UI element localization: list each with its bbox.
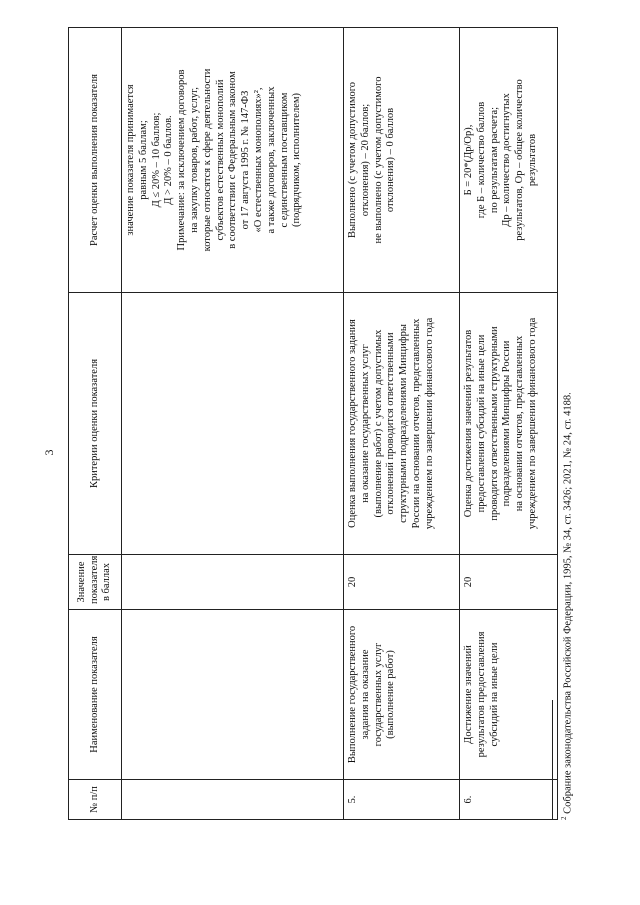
- row-name: Достижение значений результатов предоставления субсидий на иные цели: [460, 610, 558, 780]
- table-header-row: [69, 28, 122, 820]
- footnote-text: Собрание законодательства Российской Федерации, 1995, № 34, ст. 3426; 2021, № 24, ст. 4188.: [562, 392, 574, 817]
- header-name: Наименование показателя: [69, 610, 122, 780]
- row-calc: Выполнено (с учетом допустимого отклонения) – 20 баллов; не выполнено (с учетом допустимого отклонения) – 0 баллов: [344, 28, 460, 293]
- row-criteria: Оценка достижения значений результатов предоставления субсидий на иные цели проводится ответственными структурными подразделениями Минцифры России на основании отчетов, представленных учреждением по завершении финансового года: [460, 293, 558, 555]
- footnote: [560, 30, 574, 820]
- indicators-table: [68, 27, 558, 820]
- header-num: № п/п: [69, 780, 122, 820]
- header-calc: Расчет оценки выполнения показателя: [69, 28, 122, 293]
- row-criteria: [122, 293, 344, 555]
- header-score: Значение показателя в баллах: [69, 555, 122, 610]
- footnote-mark: 2: [560, 816, 568, 820]
- row-score: 20: [344, 555, 460, 610]
- row-calc: Б = 20*(Др/Ор), где Б – количество баллов по результатам расчета; Др – количество достигнутых результатов, Ор – общее количество результатов: [460, 28, 558, 293]
- page-number: 3: [42, 449, 56, 456]
- row-score: 20: [460, 555, 558, 610]
- row-num: [122, 780, 344, 820]
- footnote-divider: [552, 700, 553, 820]
- table-row: [460, 28, 558, 820]
- table-row: [122, 28, 344, 820]
- row-calc: значение показателя принимается равным 5 баллам; Д ≤ 20% – 10 баллов; Д > 20% – 0 баллов. Примечание: за исключением договоров на закупку товаров, работ, услуг, которые относятся к сфере деятельности субъектов естественных монополий в соответствии с Федеральным законом от 17 августа 1995 г. № 147-ФЗ «О естественных монополиях»², а также договоров, заключенных с единственным поставщиком (подрядчиком, исполнителем): [122, 28, 344, 293]
- row-name: [122, 610, 344, 780]
- row-num: 5.: [344, 780, 460, 820]
- row-num: 6.: [460, 780, 558, 820]
- row-name: Выполнение государственного задания на оказание государственных услуг (выполнение работ): [344, 610, 460, 780]
- row-criteria: Оценка выполнения государственного задания на оказание государственных услуг (выполнение работ) с учетом допустимых отклонений проводится ответственными структурными подразделениями Минцифры России на основании отчетов, представленных учреждением по завершении финансового года: [344, 293, 460, 555]
- row-score: [122, 555, 344, 610]
- header-criteria: Критерии оценки показателя: [69, 293, 122, 555]
- table-row: [344, 28, 460, 820]
